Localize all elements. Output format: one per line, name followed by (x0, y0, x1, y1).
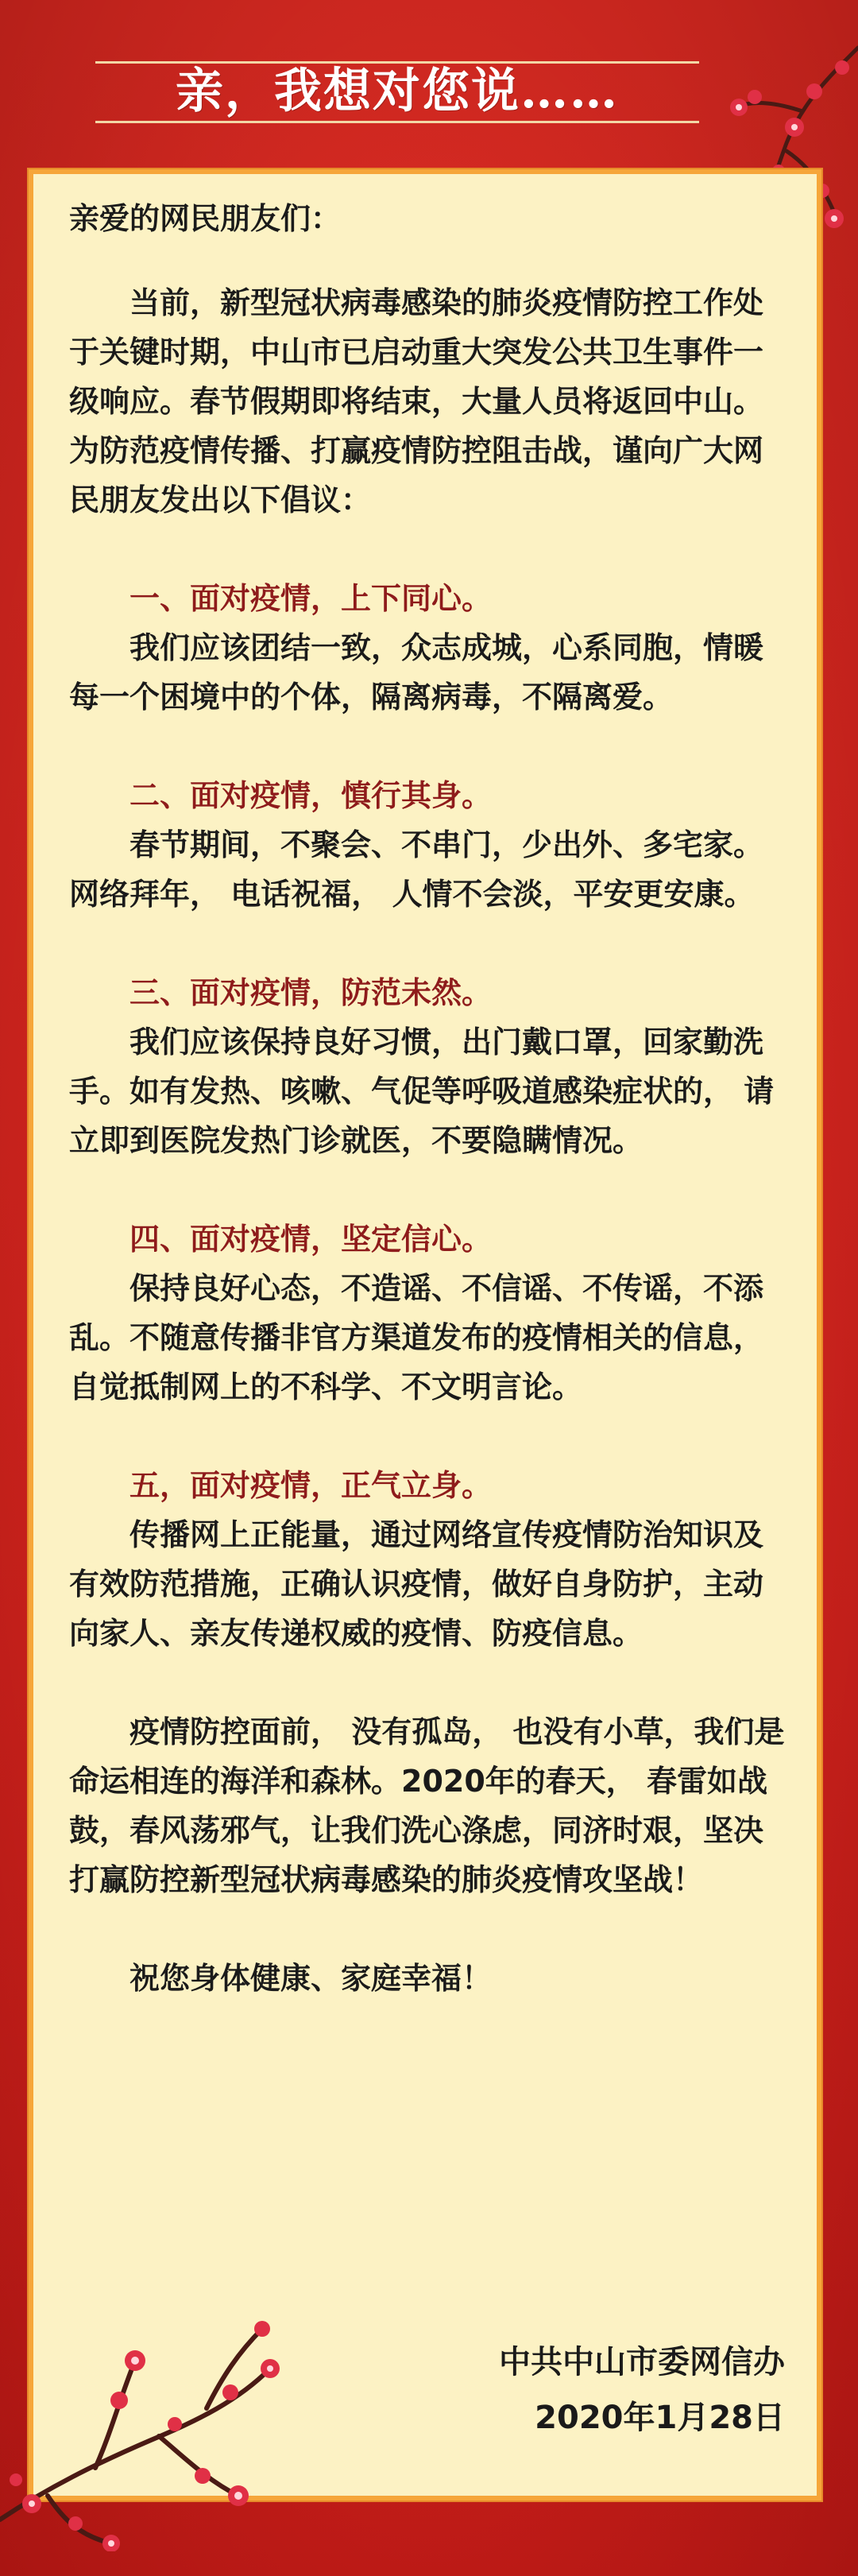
letter-paper (29, 169, 821, 2500)
letter-intro: 当前，新型冠状病毒感染的肺炎疫情防控工作处于关键时期，中山市已启动重大突发公共卫生事件一级响应。春节假期即将结束，大量人员将返回中山。为防范疫情传播、打赢疫情防控阻击战，谨向广大网民朋友发出以下倡议： (69, 285, 764, 517)
letter-closing: 疫情防控面前， 没有孤岛， 也没有小草，我们是命运相连的海洋和森林。2020年的春天， 春雷如战鼓，春风荡邪气，让我们洗心涤虑，同济时艰，坚决打赢防控新型冠状病毒感染的肺炎疫情攻坚战！ (69, 1714, 785, 1897)
letter-greeting: 亲爱的网民朋友们： (69, 201, 342, 236)
letter-content (69, 194, 792, 2003)
section-heading-4: 四、面对疫情，坚定信心。 (129, 1222, 493, 1257)
signature-date: 2020年1月28日 (535, 2400, 785, 2436)
signature-org: 中共中山市委网信办 (499, 2344, 785, 2380)
section-body-3: 我们应该保持良好习惯，出门戴口罩，回家勤洗手。如有发热、咳嗽、气促等呼吸道感染症状的， 请立即到医院发热门诊就医，不要隐瞒情况。 (69, 1025, 775, 1158)
section-body-4: 保持良好心态，不造谣、不信谣、不传谣，不添乱。不随意传播非官方渠道发布的疫情相关的信息，自觉抵制网上的不科学、不文明言论。 (69, 1271, 764, 1404)
section-body-5: 传播网上正能量，通过网络宣传疫情防治知识及有效防范措施，正确认识疫情，做好自身防护，主动向家人、亲友传递权威的疫情、防疫信息。 (69, 1517, 764, 1651)
plum-blossom-bottom-left-icon (0, 2281, 302, 2551)
section-body-2: 春节期间，不聚会、不串门，少出外、多宅家。网络拜年， 电话祝福， 人情不会淡，平安更安康。 (69, 827, 764, 912)
title-banner (95, 52, 699, 131)
section-heading-2: 二、面对疫情，慎行其身。 (129, 778, 493, 813)
letter-signature (499, 2334, 785, 2446)
section-body-1: 我们应该团结一致，众志成城，心系同胞，情暖每一个困境中的个体，隔离病毒，不隔离爱。 (69, 630, 764, 715)
section-heading-5: 五，面对疫情，正气立身。 (129, 1468, 493, 1503)
letter-wish: 祝您身体健康、家庭幸福！ (129, 1961, 493, 1996)
banner-bottom-rule (95, 121, 699, 123)
section-heading-3: 三、面对疫情，防范未然。 (129, 975, 493, 1010)
section-heading-1: 一、面对疫情，上下同心。 (129, 581, 493, 616)
banner-title: 亲，我想对您说…… (176, 64, 619, 119)
